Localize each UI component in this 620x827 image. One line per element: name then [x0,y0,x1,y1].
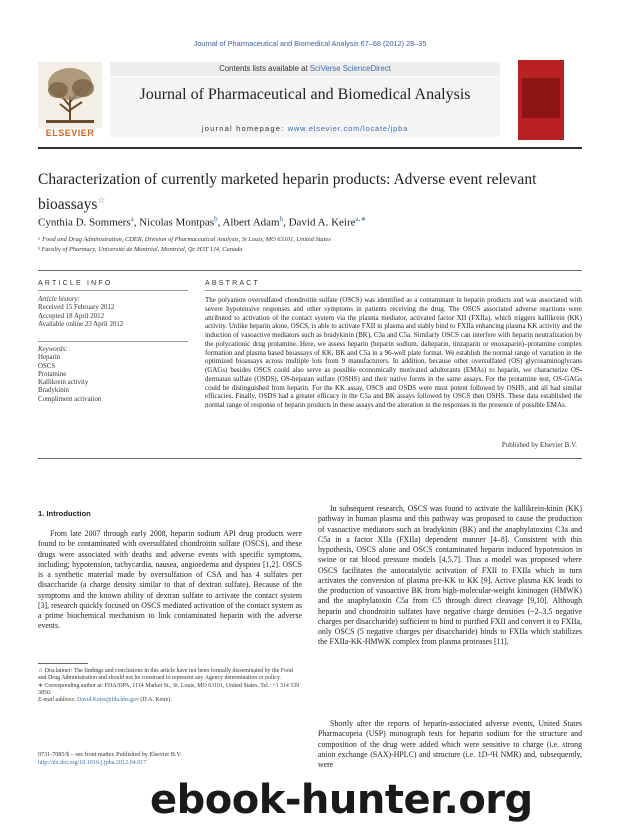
journal-title: Journal of Pharmaceutical and Biomedical Analysis [139,86,471,103]
author-name[interactable]: Nicolas Montpas [139,216,215,229]
info-heading-rule [38,290,188,291]
header-divider [38,147,582,149]
author-affil-marker[interactable]: a [130,215,134,223]
abstract-heading: ABSTRACT [205,280,260,287]
email-footnote [38,697,302,704]
title-footnote-marker[interactable]: ☆ [97,195,106,205]
author-list: Cynthia D. Sommers$^a$, Nicolas Montpas$^b$, Albert Adam$^b$, David A. Keire$^{a,∗}$ [38,215,367,229]
history-item: Received 15 February 2012 [38,304,115,312]
affiliation-a: ᵃ Food and Drug Administration, CDER, Division of Pharmaceutical Analysis, St Louis, MO 63101, United States [38,236,331,243]
keyword-item: Compliment activation [38,395,102,403]
intro-paragraph-left: From late 2007 through early 2008, heparin sodium API drug products were found to be contaminated with oversulfated chondroitin sulfate (OSCS), and these drugs were associated with deaths and adverse events with specific symptoms, including; hypotension, tachycardia, nausea, angioedema and dyspnea [1,2]. OSCS is a synthetic material made by oversulfation of CSA and has 4 sulfates per disaccharide (a charge density similar to that of dextran sulfate). Because of the symptoms and the known ability of dextran sulfate to activate the contact system [3], research quickly focused on OSCS mediated activation of the contact system as a prime biochemical mechanism to link contaminated heparin with the adverse events. [38,529,302,631]
issn-block [38,752,308,767]
keyword-item: Kallikrein activity [38,379,89,387]
email-label: E-mail address: [38,697,78,704]
corresponding-author-footnote: ∗ Corresponding author at: FDA/DPA, 1114 Market St., St. Louis, MO 63101, United States. Tel.: +1 314 539 3850. [38,682,300,696]
history-item: Accepted 18 April 2012 [38,312,105,320]
homepage-url-link[interactable]: www.elsevier.com/locate/jpba [287,124,409,133]
contents-prefix: Contents lists available at [219,64,310,73]
disclaimer-footnote: ☆ Disclaimer: The findings and conclusions in this article have not been formally disseminated by the Food and Drug Administration and should not be construed to represent any Agency determination or policy. [38,668,293,682]
watermark-text: ebook-hunter.org [150,777,533,823]
history-label: Article history: [38,296,80,303]
elsevier-wordmark: ELSEVIER [45,128,95,138]
author-affil-marker[interactable]: a,∗ [355,215,367,223]
author-name[interactable]: Cynthia D. Sommers [38,216,131,229]
intro-paragraph-right-2: Shortly after the reports of heparin-associated adverse events, United States Pharmacopeia (USP) monograph tests for heparin sodium for the structure and composition of the drug were added which were sensitive to charge (i.e. strong anion exchange (SAX)-HPLC) and structure (i.e. 1D-¹H NMR) and, subsequently, were [318,719,582,769]
email-link[interactable]: David.Keire@fda.hhs.gov [77,697,139,704]
keyword-item: Protamine [38,370,67,378]
affiliation-b: ᵇ Faculty of Pharmacy, Université de Montréal, Montréal, Qc H3T 1J4, Canada [38,246,243,253]
author-name[interactable]: David A. Keire [288,216,356,229]
keywords-label: Keywords: [38,346,68,353]
published-by: Published by Elsevier B.V. [501,441,577,449]
email-suffix: (D.A. Keire). [138,697,172,704]
keywords [38,346,188,404]
abstract-heading-rule [205,290,582,291]
article-title-line1: Characterization of currently marketed heparin products: Adverse event relevant [38,171,537,188]
author-affil-marker[interactable]: b [279,215,284,223]
author-affil-marker[interactable]: b [214,215,218,223]
sciencedirect-link[interactable]: SciVerse ScienceDirect [309,64,391,73]
homepage-label: journal homepage: [201,124,288,133]
section-divider [38,270,582,271]
article-info-heading: ARTICLE INFO [38,280,113,287]
history-item: Available online 23 April 2012 [38,320,124,328]
abstract-end-divider [38,458,582,459]
abstract-text: The polyanion oversulfated chondroitin sulfate (OSCS) was identified as a contaminant in heparin products and was associated with severe hypotensive responses and other symptoms in patients receiving the drug. The OSCS associated adverse reactions were attributed to activation of the contact system via the plasma mediator, activated factor XII (FXIIa), which triggers kallikrein (KK) activity. Unlike heparin alone, OSCS, is able to activate FXII in plasma and stably bind to FXIIa enhancing plasma KK activity and the induction of vasoactive mediators such as bradykinin (BK), C3a and C5a. Similarly OSCS can interfere with heparin neutralization by the polycationic drug protamine. Here, we assess heparin (heparin sodium, dalteparin, tinzaparin or enoxaparin)–protamine complex formation and plasma based bioassays of KK, BK and C5a in a 96-well plate format. We establish the normal range of variation in the optimized bioassays across multiple lots from 9 manufacturers. In addition, because other oversulfated (OS) glycosaminoglycans (GAGs) besides OSCS could also serve as possible economically motivated adulterants (EMAs) to heparin, we characterize OS-dermatan sulfate (OSDS), OS-heparan sulfate (OSHS) and their native forms in the same assays. For the protamine test, OS-GAGs could be distinguished from heparin. For the KK assay, OSCS and OSDS were most potent followed by OSHS, and all had similar efficacies. Finally, OSDS had a greater efficacy in the C5a and BK assays followed by OSCS then OSHS. These data established the normal range of response of heparin products in these assays and the alteration in the responses in the presence of possible EMAs. [205,296,582,409]
info-separator [38,341,188,342]
keyword-item: Bradykinin [38,387,70,395]
doi-link[interactable]: http://dx.doi.org/10.1016/j.jpba.2012.04.017 [38,759,147,766]
author-name[interactable]: Albert Adam [222,216,280,229]
introduction-heading: 1. Introduction [38,509,91,518]
keyword-item: Heparin [38,354,61,362]
article-title-line2: bioassays [38,196,98,214]
footnote-divider [38,663,88,664]
journal-citation[interactable]: Journal of Pharmaceutical and Biomedical Analysis 67–68 (2012) 28–35 [193,39,427,48]
article-history [38,296,188,329]
article-title [38,170,598,215]
contents-bar [110,62,500,76]
footnotes [38,668,302,704]
journal-homepage [110,124,500,133]
issn-line: 0731-7085/$ – see front matter. Published by Elsevier B.V. [38,752,182,758]
journal-cover-graphic [522,78,560,118]
elsevier-tree-logo [38,62,102,138]
keyword-item: OSCS [38,362,56,370]
intro-paragraph-right-1: In subsequent research, OSCS was found to activate the kallikrein-kinin (KK) pathway in human plasma and this pathway was proposed to cause the production of vasoactive mediators such as bradykinin (BK) and the anaphylatoxins C3a and C5a in a factor XIIa (FXIIa) dependent manner [4–8]. Consistent with this hypothesis, OSCS alone and OSCS contaminated heparin induced hypotension in swine or rat blood pressure models [4,5,7]. Thus a model was proposed where OSCS facilitates the autocatalytic activation of FXII to FXIIa which in turn activates the conversion of plasma pre-KK to KK [9]. Active plasma KK leads to the production of vasoactive BK from high-molecular-weight kininogen (HMWK) and the anaphylatoxin C5a from C5 through direct cleavage [9,10]. Although heparin and chondroitin sulfates have negative charge densities (~2–3.5 negative charges per disaccharide) sufficient to bind to purified FXII and convert it to FXIIa, only OSCS (5 negative charges per disaccharide) binds to FXIIa which stabilizes the FXIIa-KK-HMWK complex from plasma proteases [11]. [318,504,582,647]
